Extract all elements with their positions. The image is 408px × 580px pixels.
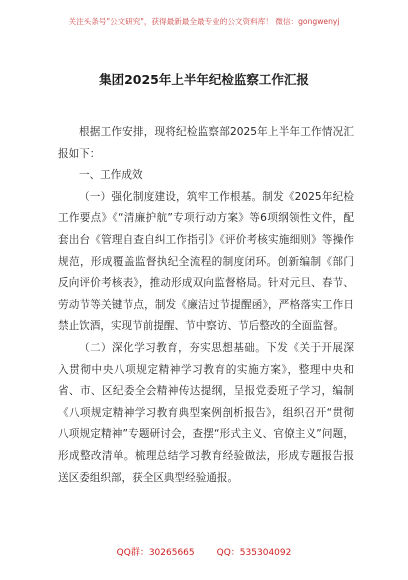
promo-banner: 关注头条号"公文研究"，获得最新最全最专业的公文资料库！ 微信：gongwenyj <box>68 17 340 26</box>
document-body <box>58 122 354 489</box>
qq-group-text: QQ群：30265665 <box>116 548 195 558</box>
body-paragraph: （二）深化学习教育，夯实思想基础。下发《关于开展深入贯彻中央八项规定精神学习教育的实施方案》，整理中央和省、市、区纪委全会精神传达提纲，呈报党委班子学习，编制《八项规定精神学习教育典型案例剖析报告》，组织召开“贯彻八项规定精神”专题研讨会，查摆“形式主义、官僚主义”问题，形成整改清单。梳理总结学习教育经验做法，形成专题报告报送区委组织部，获全区典型经验通报。 <box>58 341 354 484</box>
qq-number-text: QQ：535304092 <box>216 548 292 558</box>
intro-paragraph: 根据工作安排，现将纪检监察部2025年上半年工作情况汇报如下： <box>58 126 354 160</box>
section-heading: 一、工作成效 <box>79 169 143 182</box>
document-title: 集团2025年上半年纪检监察工作汇报 <box>99 72 309 87</box>
contact-footer <box>0 547 408 559</box>
body-paragraph: （一）强化制度建设，筑牢工作根基。制发《2025年纪检工作要点》《“清廉护航”专项行动方案》等6项纲领性文件，配套出台《管理自查自纠工作指引》《评价考核实施细则》等操作规范，形成覆盖监督执纪全流程的制度闭环。创新编制《部门反向评价考核表》，推动形成双向监督格局。针对元旦、春节、劳动节等关键节点，制发《廉洁过节提醒函》，严格落实工作日禁止饮酒，实现节前提醒、节中察访、节后整改的全面监督。 <box>58 190 354 333</box>
